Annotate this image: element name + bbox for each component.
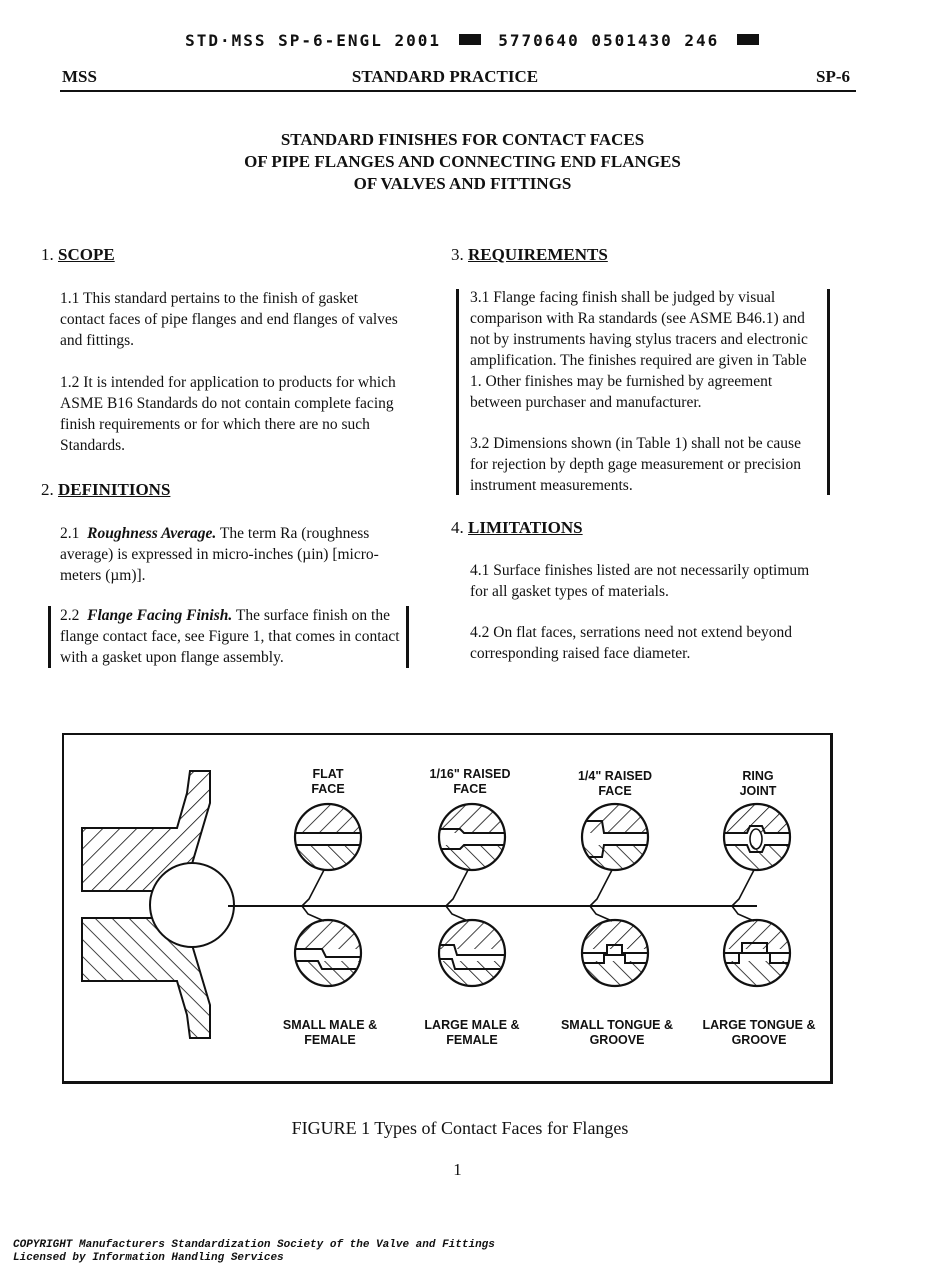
figure-label-flat-face [278, 767, 378, 797]
section-number: 4. [451, 518, 464, 537]
figure-label-large-tongue-groove [690, 1018, 828, 1048]
leader-branches [302, 870, 754, 921]
change-bar [406, 606, 409, 668]
label-line: FACE [453, 782, 487, 796]
label-line: FLAT [312, 767, 344, 781]
label-line: LARGE MALE & [424, 1018, 520, 1032]
header-left: MSS [62, 67, 97, 86]
label-line: SMALL TONGUE & [560, 1018, 674, 1032]
label-line: FACE [598, 784, 632, 798]
figure-label-raised-face-1-4 [550, 769, 680, 799]
label-line: 1/16" RAISED [429, 767, 511, 781]
paragraph-number: 2.1 [60, 525, 80, 542]
stamp-block [737, 34, 759, 45]
section-title: REQUIREMENTS [468, 245, 608, 264]
label-line: FEMALE [446, 1033, 498, 1047]
section-requirements-heading [451, 245, 608, 265]
paragraph-number: 2.2 [60, 607, 80, 624]
definition-text: The surface finish on the flange contact face, see Figure 1, that comes in contact with a gasket upon flange assembly. [60, 607, 400, 666]
stamp-left: STD·MSS SP-6-ENGL 2001 [185, 31, 441, 50]
detail-small-tongue-groove [580, 919, 660, 991]
section-number: 3. [451, 245, 464, 264]
definition-text: The term Ra (roughness average) is expressed in micro-inches (µin) [micro-meters (µm)]. [60, 525, 379, 584]
section-title: LIMITATIONS [468, 518, 583, 537]
detail-flat-face [292, 803, 372, 875]
label-line: FEMALE [304, 1033, 356, 1047]
label-line: LARGE TONGUE & [702, 1018, 816, 1032]
defined-term: Roughness Average. [87, 525, 217, 542]
figure-label-ring-joint [708, 769, 808, 799]
title-line-3: OF VALVES AND FITTINGS [353, 174, 572, 193]
section-scope-heading [41, 245, 115, 265]
section-number: 1. [41, 245, 54, 264]
figure-label-large-male-female [407, 1018, 537, 1048]
document-stamp [0, 31, 950, 50]
document-title [0, 129, 925, 195]
paragraph-2-1 [60, 523, 398, 586]
detail-large-male-female [437, 919, 517, 991]
header-rule [60, 90, 856, 92]
paragraph-3-1: 3.1 Flange facing finish shall be judged by visual comparison with Ra standards (see ASME B46.1) and not by instruments having stylus tracers and electronic amplification. The finishes required are given in Table 1. Other finishes may be furnished by agreement between purchaser and manufacturer. [470, 289, 808, 411]
label-line: GROOVE [731, 1033, 787, 1047]
license-line: Licensed by Information Handling Services [13, 1252, 284, 1264]
label-line: RING [742, 769, 774, 783]
paragraph-1-2: 1.2 It is intended for application to products for which ASME B16 Standards do not contain complete facing finish requirements or for which there are no such Standards. [60, 374, 396, 454]
figure-label-small-tongue-groove [547, 1018, 687, 1048]
stamp-right: 5770640 0501430 246 [498, 31, 720, 50]
title-line-1: STANDARD FINISHES FOR CONTACT FACES [280, 130, 645, 149]
figure-label-small-male-female [265, 1018, 395, 1048]
label-line: SMALL MALE & [282, 1018, 378, 1032]
paragraph-1-1: 1.1 This standard pertains to the finish of gasket contact faces of pipe flanges and end flanges of valves and fittings. [60, 290, 398, 349]
title-line-2: OF PIPE FLANGES AND CONNECTING END FLANGES [244, 152, 681, 171]
section-limitations-heading [451, 518, 583, 538]
detail-small-male-female [292, 919, 372, 991]
header-right: SP-6 [816, 67, 850, 86]
change-bar [456, 289, 459, 495]
header-center: STANDARD PRACTICE [351, 67, 539, 86]
defined-term: Flange Facing Finish. [87, 607, 233, 624]
paragraph-4-2: 4.2 On flat faces, serrations need not extend beyond corresponding raised face diameter. [470, 624, 792, 662]
figure-label-raised-face-1-16 [405, 767, 535, 797]
paragraph-3-2: 3.2 Dimensions shown (in Table 1) shall not be cause for rejection by depth gage measurement or precision instrument measurements. [470, 435, 801, 494]
detail-ring-joint [722, 803, 802, 875]
stamp-block [459, 34, 481, 45]
label-line: 1/4" RAISED [577, 769, 652, 783]
detail-large-tongue-groove [722, 919, 802, 991]
label-line: JOINT [739, 784, 777, 798]
copyright-line: COPYRIGHT Manufacturers Standardization Society of the Valve and Fittings [13, 1239, 495, 1251]
change-bar [827, 289, 830, 495]
detail-raised-face-1-16 [437, 803, 517, 875]
section-title: SCOPE [58, 245, 115, 264]
change-bar [48, 606, 51, 668]
paragraph-4-1: 4.1 Surface finishes listed are not necessarily optimum for all gasket types of materials. [470, 562, 810, 600]
detail-raised-face-1-4 [580, 803, 660, 875]
page-number: 1 [453, 1160, 462, 1179]
section-number: 2. [41, 480, 54, 499]
label-line: FACE [311, 782, 345, 796]
flange-section-drawing [82, 771, 234, 1038]
section-title: DEFINITIONS [58, 480, 171, 499]
section-definitions-heading [41, 480, 170, 500]
paragraph-2-2 [60, 605, 402, 668]
label-line: GROOVE [589, 1033, 645, 1047]
figure-caption: FIGURE 1 Types of Contact Faces for Flanges [291, 1118, 629, 1138]
